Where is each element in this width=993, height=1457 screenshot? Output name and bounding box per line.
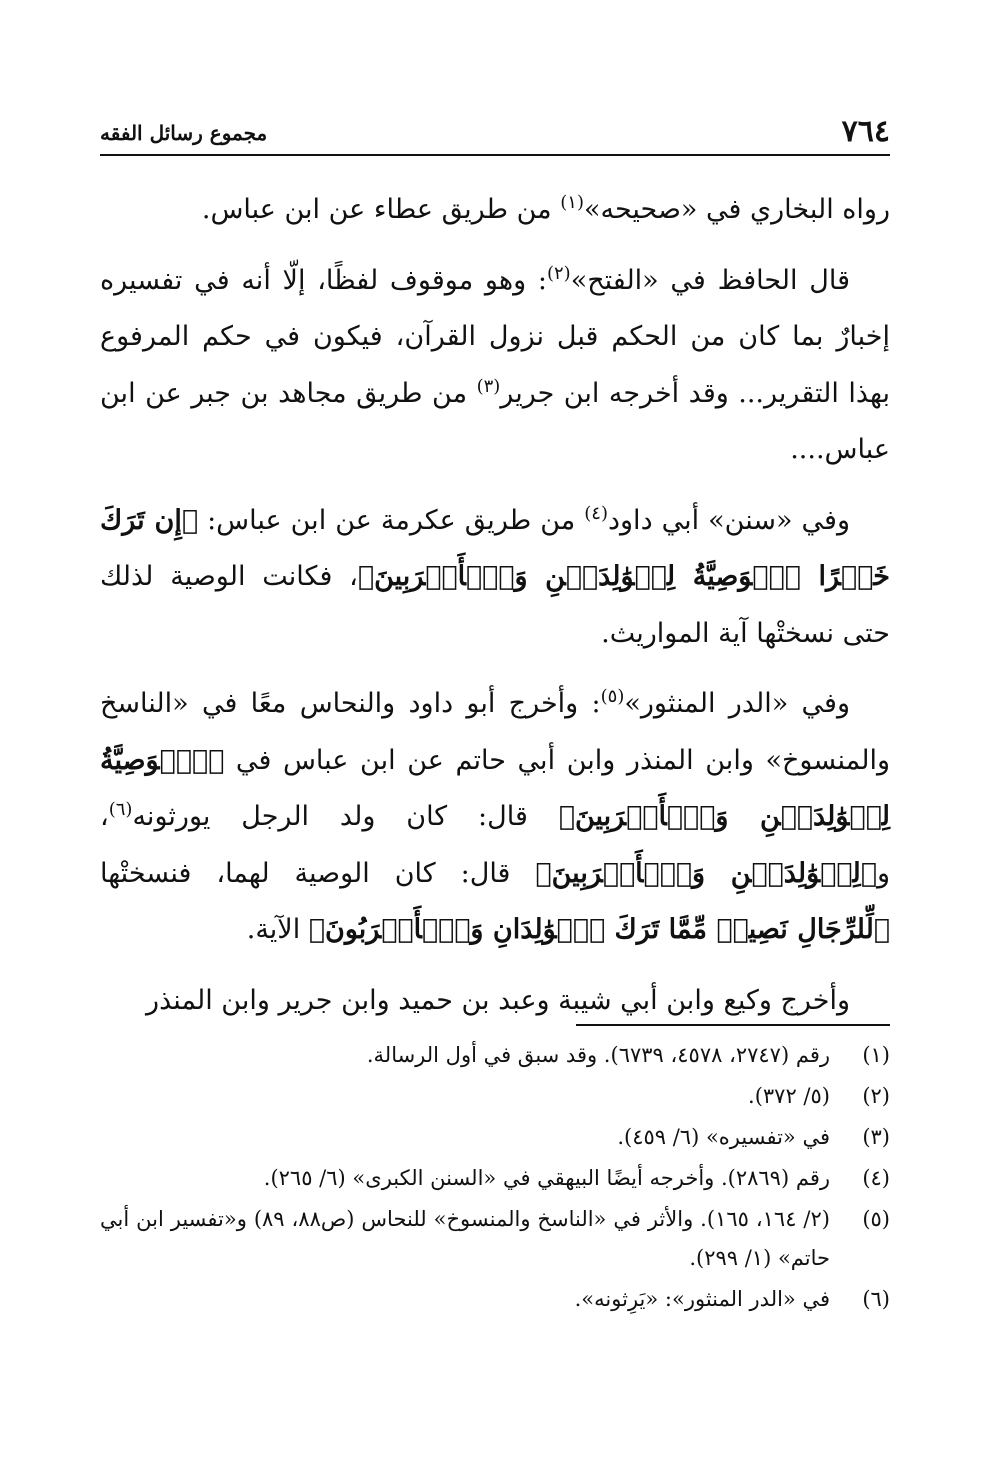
footnote-item xyxy=(100,1200,890,1278)
page-number: ٧٦٤ xyxy=(841,114,890,149)
footnote-text: (٥/ ٣٧٢). xyxy=(748,1084,830,1108)
footnote-text: في «تفسيره» (٦/ ٤٥٩). xyxy=(617,1125,830,1149)
footnote-number: (٦) xyxy=(862,1287,890,1311)
footnote-ref[interactable]: (٦) xyxy=(108,799,133,820)
text-run: من طريق عكرمة عن ابن عباس: xyxy=(198,504,585,536)
footnote-number: (١) xyxy=(862,1043,890,1067)
quran-verse: ﴿لِّلرِّجَالِ نَصِيبٞ مِّمَّا تَرَكَ ٱلۡوَٰلِدَانِ وَٱلۡأَقۡرَبُونَ﴾ xyxy=(308,914,890,945)
text-run: الآية. xyxy=(246,914,309,945)
text-run: قال: كان الوصية لهما، فنسختْها xyxy=(100,857,536,889)
footnote-text: رقم (٢٨٦٩). وأخرجه أيضًا البيهقي في «السنن الكبرى» (٦/ ٢٦٥). xyxy=(263,1166,830,1190)
text-run: وأخرج وكيع وابن أبي شيبة وعبد بن حميد وابن جرير وابن المنذر xyxy=(146,984,850,1016)
paragraph xyxy=(100,676,890,959)
text-run: قال الحافظ في «الفتح» xyxy=(570,264,850,296)
footnote-text: في «الدر المنثور»: «يَرِثونه». xyxy=(574,1287,830,1311)
paragraph xyxy=(100,973,890,1030)
footnote-item xyxy=(100,1036,890,1075)
page-header xyxy=(100,112,890,156)
footnote-ref[interactable]: (٥) xyxy=(600,686,625,707)
footnote-item xyxy=(100,1118,890,1157)
footnote-divider xyxy=(576,1024,890,1026)
footnote-number: (٣) xyxy=(862,1125,890,1149)
paragraph xyxy=(100,493,890,663)
footnote-ref[interactable]: (١) xyxy=(560,192,584,213)
text-run: من طريق مجاهد بن جبر عن ابن عباس.... xyxy=(100,377,890,465)
running-title: مجموع رسائل الفقه xyxy=(100,121,268,145)
quran-verse: ﴿ٱلۡوَصِيَّةُ لِلۡوَٰلِدَيۡنِ وَٱلۡأَقۡرَبِينَ﴾ xyxy=(100,744,890,832)
footnote-text: رقم (٢٧٤٧، ٤٥٧٨، ٦٧٣٩). وقد سبق في أول الرسالة. xyxy=(366,1043,830,1067)
footnote-number: (٢) xyxy=(862,1084,890,1108)
footnote-ref[interactable]: (٤) xyxy=(584,502,608,524)
footnote-number: (٤) xyxy=(862,1166,890,1190)
footnotes xyxy=(100,1036,890,1321)
quran-verse: ﴿إِن تَرَكَ خَيۡرًا ٱلۡوَصِيَّةُ لِلۡوَٰلِدَيۡنِ وَٱلۡأَقۡرَبِينَ﴾ xyxy=(100,504,890,592)
text-run: من طريق عطاء عن ابن عباس. xyxy=(201,194,561,225)
text-run: رواه البخاري في «صحيحه» xyxy=(583,194,890,225)
text-run: ، فكانت الوصية لذلك حتى نسختْها آية المواريث. xyxy=(100,561,890,649)
footnote-number: (٥) xyxy=(862,1207,890,1231)
footnote-item xyxy=(100,1280,890,1319)
main-text xyxy=(100,182,890,1043)
text-run: ، و xyxy=(100,801,890,889)
footnote-item xyxy=(100,1159,890,1198)
text-run: : وهو موقوف لفظًا، إلّا أنه في تفسيره إخبارٌ بما كان من الحكم قبل نزول القرآن، فيكون في حكم المرفوع بهذا التقرير... وقد أخرجه ابن جرير xyxy=(100,264,890,409)
footnote-ref[interactable]: (٣) xyxy=(476,375,501,397)
paragraph xyxy=(100,253,890,479)
footnote-item xyxy=(100,1077,890,1116)
text-run: وفي «سنن» أبي داود xyxy=(608,504,850,536)
paragraph xyxy=(100,182,890,239)
footnote-ref[interactable]: (٢) xyxy=(546,262,571,284)
quran-verse: ﴿لِلۡوَٰلِدَيۡنِ وَٱلۡأَقۡرَبِينَ﴾ xyxy=(535,857,877,889)
text-run: : وأخرج أبو داود والنحاس معًا في «الناسخ والمنسوخ» وابن المنذر وابن أبي حاتم عن ابن عباس في xyxy=(100,688,890,776)
footnote-text: (٢/ ١٦٤، ١٦٥). والأثر في «الناسخ والمنسوخ» للنحاس (ص٨٨، ٨٩) و«تفسير ابن أبي حاتم» (١/ ٢٩٩). xyxy=(100,1207,830,1270)
text-run: قال: كان ولد الرجل يورثونه xyxy=(132,801,559,832)
text-run: وفي «الدر المنثور» xyxy=(624,688,851,719)
